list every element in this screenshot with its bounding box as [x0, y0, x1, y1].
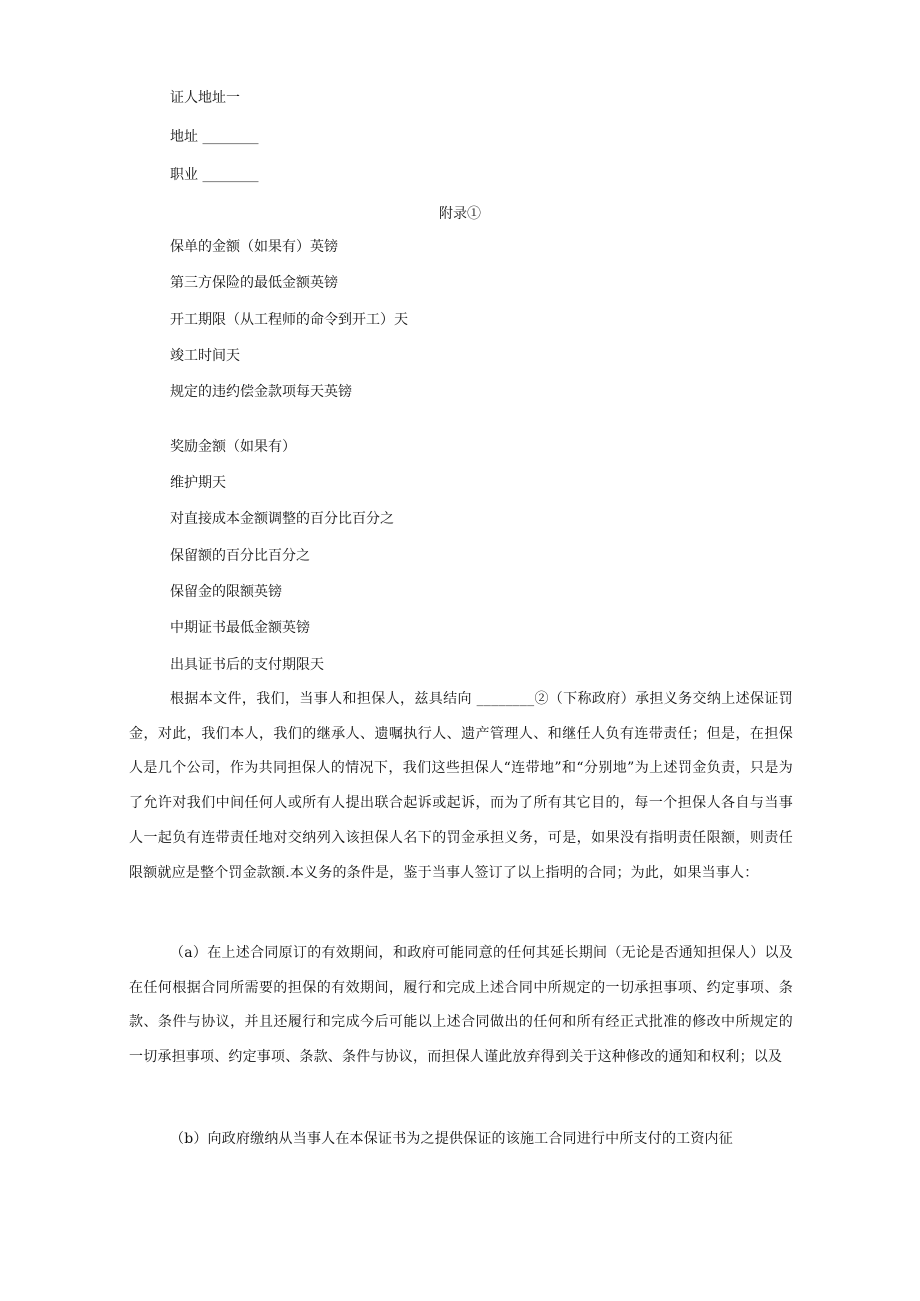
appendix-item: 保留金的限额英镑 — [170, 584, 282, 600]
main-paragraph: 根据本文件，我们，当事人和担保人，兹具结向 ________②（下称政府）承担义务交纳上述保证罚金，对此，我们本人，我们的继承人、遗嘱执行人、遗产管理人、和继任人负有连带责任；但是，在担保人是几个公司，作为共同担保人的情况下，我们这些担保人“连带地”和“分别地”为上述罚金负责，只是为了允许对我们中间任何人或所有人提出联合起诉或起诉，而为了所有其它目的，每一个担保人各自与当事人一起负有连带责任地对交纳列入该担保人名下的罚金承担义务，可是，如果没有指明责任限额，则责任限额就应是整个罚金款额.本义务的条件是，鉴于当事人签订了以上指明的合同；为此，如果当事人： — [129, 691, 793, 881]
witness-address-heading: 证人地址一 — [170, 90, 240, 106]
appendix-item: 维护期天 — [170, 475, 226, 491]
appendix-item: 保单的金额（如果有）英镑 — [170, 239, 338, 255]
appendix-item: 规定的违约偿金款项每天英镑 — [170, 384, 352, 400]
clause-a-paragraph: （a）在上述合同原订的有效期间，和政府可能同意的任何其延长期间（无论是否通知担保人）以及在任何根据合同所需要的担保的有效期间，履行和完成上述合同中所规定的一切承担事项、约定事项、条款、条件与协议，并且还履行和完成今后可能以上述合同做出的任何和所有经正式批准的修改中所规定的一切承担事项、约定事项、条款、条件与协议，而担保人谨此放弃得到关于这种修改的通知和权利；以及 — [129, 945, 793, 1066]
clause-b-paragraph: （b）向政府缴纳从当事人在本保证书为之提供保证的该施工合同进行中所支付的工资内征 — [170, 1131, 733, 1147]
appendix-item: 保留额的百分比百分之 — [170, 548, 310, 564]
appendix-item: 对直接成本金额调整的百分比百分之 — [170, 511, 394, 527]
appendix-item: 中期证书最低金额英镑 — [170, 620, 310, 636]
appendix-item: 奖励金额（如果有） — [170, 439, 296, 455]
appendix-item: 竣工时间天 — [170, 348, 240, 364]
witness-occupation-line: 职业 ________ — [170, 167, 259, 183]
appendix-item: 开工期限（从工程师的命令到开工）天 — [170, 312, 408, 328]
appendix-title: 附录① — [439, 206, 481, 222]
appendix-item: 出具证书后的支付期限天 — [170, 657, 324, 673]
witness-address-line: 地址 ________ — [170, 129, 259, 145]
appendix-item: 第三方保险的最低金额英镑 — [170, 275, 338, 291]
